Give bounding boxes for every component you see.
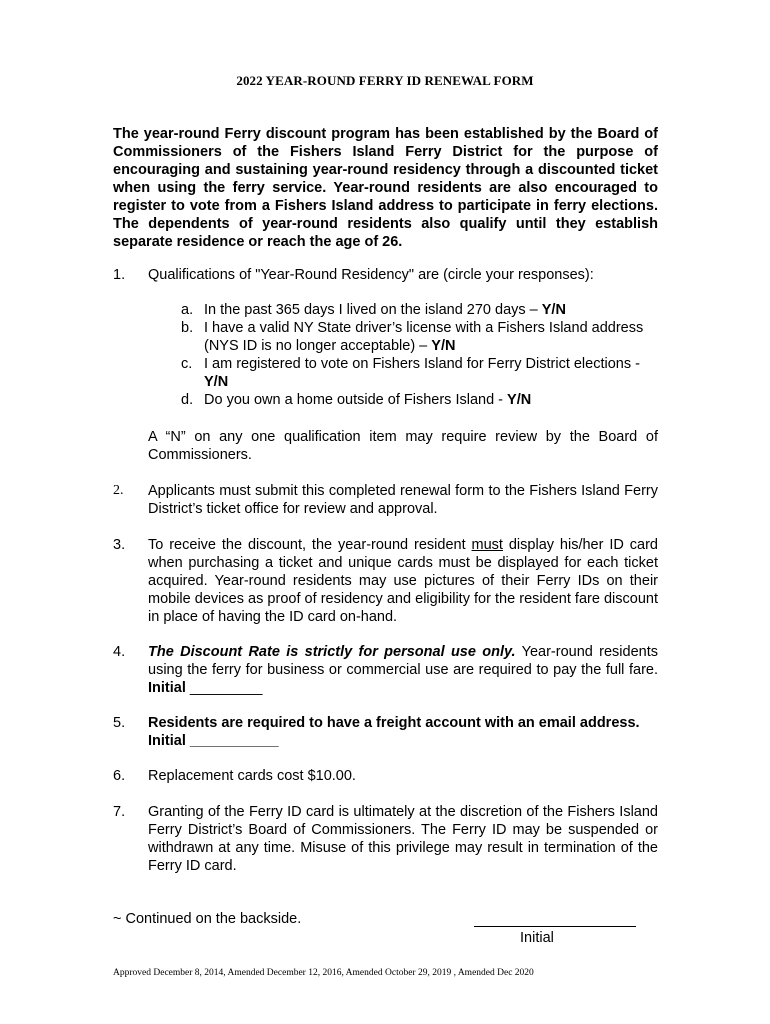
item-number: 5. (113, 715, 126, 731)
item-text (148, 714, 658, 750)
discount-rate-notice: The Discount Rate is strictly for personal use only. (148, 644, 516, 660)
continued-note: ~ Continued on the backside. (113, 911, 302, 927)
item-text-part: To receive the discount, the year-round resident (148, 537, 472, 553)
item-text: Replacement cards cost $10.00. (148, 768, 356, 784)
amendment-footer: Approved December 8, 2014, Amended December 12, 2016, Amended October 29, 2019 , Amended Dec 2020 (113, 968, 534, 978)
item-number: 1. (113, 267, 126, 283)
form-title: 2022 YEAR-ROUND FERRY ID RENEWAL FORM (236, 73, 534, 88)
qualification-note: A “N” on any one qualification item may require review by the Board of Commissioners. (148, 429, 658, 463)
initial-label: Initial (148, 733, 186, 749)
qualification-text: I have a valid NY State driver’s license with a Fishers Island address (NYS ID is no longer acceptable) – (204, 320, 644, 354)
item-text (148, 536, 658, 626)
initial-label: Initial (148, 680, 186, 696)
qualification-text: I am registered to vote on Fishers Island for Ferry District elections - (204, 356, 640, 372)
qualification-b (181, 319, 658, 355)
qualification-list (181, 301, 658, 409)
item-text (148, 643, 658, 697)
item-number: 6. (113, 768, 126, 784)
qualification-letter: d. (181, 392, 194, 408)
item-number: 7. (113, 804, 126, 820)
item-text: Granting of the Ferry ID card is ultimately at the discretion of the Fishers Island Ferry District’s Board of Commissioners. The Ferry ID may be suspended or withdrawn at any time. Misuse of this privilege may result in termination of the Ferry ID card. (148, 804, 658, 874)
intro-paragraph: The year-round Ferry discount program has been established by the Board of Commissioners of the Fishers Island Ferry District for the purpose of encouraging and sustaining year-round residency through a discounted ticket when using the ferry service. Year-round residents are also encouraged to register to vote from a Fishers Island address to participate in ferry elections. The dependents of year-round residents also qualify until they establish separate residence or reach the age of 26. (113, 126, 658, 250)
initial-field[interactable]: ___________ (185, 733, 279, 749)
qualification-text: Do you own a home outside of Fishers Island - (204, 392, 508, 408)
initial-signature-line[interactable] (474, 926, 636, 927)
yes-no-choice[interactable]: Y/N (431, 338, 456, 354)
qualification-c (181, 355, 658, 391)
item-text: Qualifications of "Year-Round Residency" are (circle your responses): (148, 267, 594, 283)
qualification-text: In the past 365 days I lived on the island 270 days – (204, 302, 542, 318)
qualification-d (181, 391, 658, 409)
yes-no-choice[interactable]: Y/N (204, 374, 229, 390)
freight-account-notice: Residents are required to have a freight account with an email address. (148, 715, 640, 731)
qualification-letter: b. (181, 320, 194, 336)
yes-no-choice[interactable]: Y/N (541, 302, 566, 318)
item-number: 2. (113, 483, 124, 498)
initial-field[interactable]: _________ (185, 680, 263, 696)
item-number: 4. (113, 644, 126, 660)
qualification-letter: c. (181, 356, 193, 372)
qualification-letter: a. (181, 302, 194, 318)
initial-signature-label: Initial (520, 930, 554, 946)
emphasis-must: must (471, 537, 503, 553)
item-text-part: Year-round residents using the ferry for business or commercial use are required to pay the full fare. (148, 644, 659, 678)
item-text: Applicants must submit this completed renewal form to the Fishers Island Ferry District’s ticket office for review and approval. (148, 483, 658, 517)
yes-no-choice[interactable]: Y/N (507, 392, 532, 408)
qualification-a (181, 301, 658, 319)
item-number: 3. (113, 537, 126, 553)
item-text-part: display his/her ID card when purchasing a ticket and unique cards must be displayed for each ticket acquired. Year-round residents may use pictures of their Ferry IDs on their mobile devices as proof of residency and eligibility for the resident fare discount in place of having the ID card on-hand. (148, 537, 658, 625)
